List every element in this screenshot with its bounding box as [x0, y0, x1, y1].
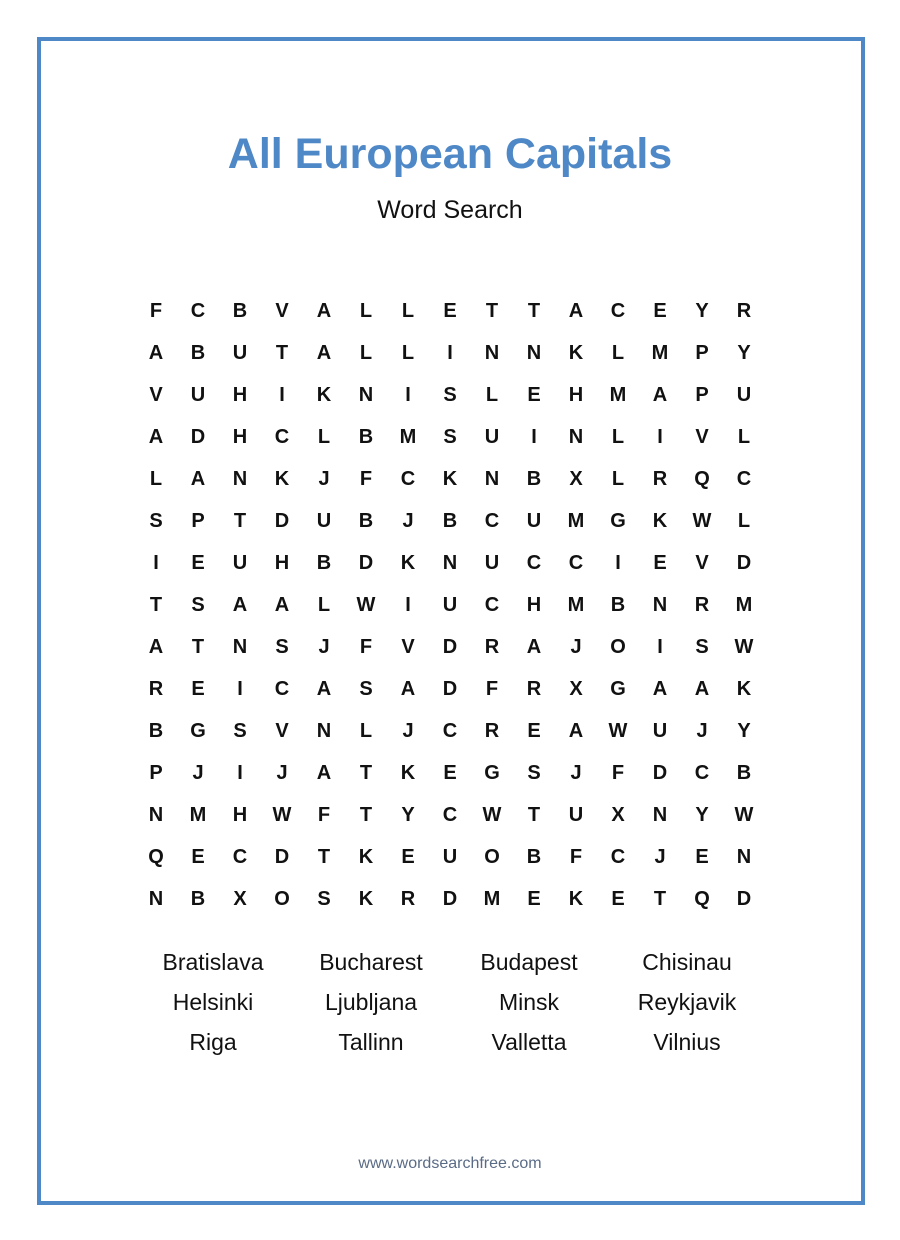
- grid-letter: D: [442, 678, 458, 700]
- grid-row: [135, 584, 765, 626]
- grid-letter: T: [485, 300, 499, 322]
- word-list-item: Helsinki: [172, 989, 254, 1015]
- grid-letter: X: [233, 888, 247, 910]
- grid-row: [135, 500, 765, 542]
- grid-letter: E: [401, 846, 415, 868]
- grid-letter: U: [190, 384, 206, 406]
- grid-letter: U: [232, 552, 248, 574]
- grid-letter: I: [657, 426, 663, 448]
- grid-letter: K: [358, 888, 374, 910]
- grid-letter: D: [736, 552, 752, 574]
- grid-letter: F: [359, 468, 373, 490]
- grid-letter: L: [401, 342, 415, 364]
- grid-letter: T: [275, 342, 289, 364]
- grid-letter: I: [279, 384, 285, 406]
- grid-letter: A: [652, 384, 668, 406]
- grid-letter: H: [232, 384, 248, 406]
- grid-letter: I: [237, 678, 243, 700]
- footer-website: www.wordsearchfree.com: [358, 1155, 542, 1172]
- grid-letter: A: [568, 300, 584, 322]
- word-list-item: Valletta: [491, 1029, 567, 1055]
- grid-letter: B: [358, 426, 374, 448]
- grid-letter: B: [190, 342, 206, 364]
- grid-letter: W: [734, 804, 754, 826]
- grid-letter: N: [484, 468, 500, 490]
- grid-letter: V: [695, 552, 709, 574]
- grid-letter: P: [149, 762, 163, 784]
- grid-letter: D: [652, 762, 668, 784]
- grid-letter: C: [526, 552, 542, 574]
- grid-letter: M: [567, 510, 585, 532]
- grid-letter: A: [316, 300, 332, 322]
- grid-letter: K: [400, 762, 416, 784]
- grid-letter: L: [611, 468, 625, 490]
- grid-letter: M: [483, 888, 501, 910]
- grid-letter: B: [358, 510, 374, 532]
- grid-letter: A: [148, 636, 164, 658]
- grid-letter: W: [356, 594, 376, 616]
- grid-letter: C: [736, 468, 752, 490]
- grid-letter: J: [192, 762, 204, 784]
- grid-letter: P: [695, 342, 709, 364]
- page-title: All European Capitals: [227, 130, 673, 178]
- grid-letter: J: [276, 762, 288, 784]
- grid-letter: L: [317, 426, 331, 448]
- grid-letter: W: [482, 804, 502, 826]
- grid-letter: Q: [694, 888, 710, 910]
- grid-letter: T: [527, 804, 541, 826]
- grid-letter: U: [442, 594, 458, 616]
- grid-letter: R: [652, 468, 668, 490]
- grid-letter: C: [232, 846, 248, 868]
- grid-letter: C: [190, 300, 206, 322]
- grid-letter: E: [527, 384, 541, 406]
- word-list-item: Budapest: [480, 949, 578, 975]
- word-list-item: Reykjavik: [637, 989, 737, 1015]
- grid-letter: A: [316, 762, 332, 784]
- grid-letter: H: [274, 552, 290, 574]
- grid-letter: I: [657, 636, 663, 658]
- grid-letter: N: [232, 468, 248, 490]
- grid-letter: T: [359, 804, 373, 826]
- grid-letter: B: [316, 552, 332, 574]
- grid-letter: E: [527, 888, 541, 910]
- word-list-item: Tallinn: [338, 1029, 404, 1055]
- grid-row: [135, 290, 765, 332]
- grid-letter: X: [569, 678, 583, 700]
- grid-letter: L: [611, 342, 625, 364]
- grid-letter: C: [274, 678, 290, 700]
- grid-letter: M: [189, 804, 207, 826]
- grid-letter: B: [232, 300, 248, 322]
- grid-letter: V: [149, 384, 163, 406]
- grid-letter: A: [568, 720, 584, 742]
- grid-letter: I: [405, 594, 411, 616]
- grid-letter: M: [651, 342, 669, 364]
- grid-letter: N: [232, 636, 248, 658]
- grid-letter: S: [527, 762, 541, 784]
- grid-letter: F: [317, 804, 331, 826]
- grid-letter: E: [191, 678, 205, 700]
- grid-letter: W: [734, 636, 754, 658]
- grid-letter: N: [358, 384, 374, 406]
- grid-letter: P: [191, 510, 205, 532]
- grid-letter: B: [736, 762, 752, 784]
- grid-letter: S: [191, 594, 205, 616]
- grid-letter: B: [610, 594, 626, 616]
- grid-letter: M: [399, 426, 417, 448]
- grid-letter: K: [274, 468, 290, 490]
- grid-letter: R: [148, 678, 164, 700]
- grid-letter: T: [317, 846, 331, 868]
- grid-letter: E: [695, 846, 709, 868]
- grid-letter: K: [736, 678, 752, 700]
- grid-letter: G: [190, 720, 206, 742]
- grid-letter: C: [400, 468, 416, 490]
- grid-letter: W: [608, 720, 628, 742]
- grid-letter: L: [359, 720, 373, 742]
- grid-letter: E: [527, 720, 541, 742]
- grid-letter: N: [148, 804, 164, 826]
- grid-letter: R: [694, 594, 710, 616]
- grid-letter: M: [735, 594, 753, 616]
- grid-letter: M: [567, 594, 585, 616]
- grid-row: [135, 374, 765, 416]
- grid-letter: L: [317, 594, 331, 616]
- grid-letter: T: [191, 636, 205, 658]
- grid-letter: S: [695, 636, 709, 658]
- grid-letter: O: [484, 846, 500, 868]
- grid-row: [135, 710, 765, 752]
- grid-letter: A: [190, 468, 206, 490]
- grid-letter: A: [316, 342, 332, 364]
- grid-letter: A: [232, 594, 248, 616]
- grid-letter: A: [316, 678, 332, 700]
- grid-letter: E: [443, 300, 457, 322]
- grid-letter: A: [400, 678, 416, 700]
- word-list-item: Chisinau: [642, 949, 732, 975]
- grid-letter: B: [190, 888, 206, 910]
- grid-letter: R: [736, 300, 752, 322]
- grid-letter: X: [611, 804, 625, 826]
- grid-letter: K: [400, 552, 416, 574]
- grid-letter: S: [317, 888, 331, 910]
- grid-letter: L: [611, 426, 625, 448]
- grid-letter: I: [153, 552, 159, 574]
- grid-letter: A: [694, 678, 710, 700]
- word-list-item: Bratislava: [162, 949, 264, 975]
- grid-letter: F: [149, 300, 163, 322]
- grid-letter: G: [610, 678, 626, 700]
- grid-letter: N: [148, 888, 164, 910]
- grid-letter: F: [569, 846, 583, 868]
- grid-letter: G: [610, 510, 626, 532]
- grid-letter: A: [652, 678, 668, 700]
- grid-letter: A: [274, 594, 290, 616]
- grid-letter: T: [359, 762, 373, 784]
- grid-letter: B: [442, 510, 458, 532]
- grid-letter: C: [568, 552, 584, 574]
- grid-letter: H: [232, 426, 248, 448]
- grid-letter: C: [610, 846, 626, 868]
- grid-letter: K: [316, 384, 332, 406]
- grid-letter: J: [696, 720, 708, 742]
- letter-grid: [135, 290, 765, 920]
- grid-letter: K: [442, 468, 458, 490]
- grid-letter: N: [652, 804, 668, 826]
- grid-letter: C: [484, 510, 500, 532]
- grid-row: [135, 416, 765, 458]
- grid-letter: Q: [148, 846, 164, 868]
- grid-letter: T: [527, 300, 541, 322]
- grid-letter: B: [526, 846, 542, 868]
- grid-letter: E: [443, 762, 457, 784]
- grid-letter: H: [526, 594, 542, 616]
- grid-letter: V: [401, 636, 415, 658]
- grid-letter: C: [442, 804, 458, 826]
- grid-letter: C: [610, 300, 626, 322]
- grid-letter: N: [442, 552, 458, 574]
- grid-letter: O: [610, 636, 626, 658]
- grid-letter: M: [609, 384, 627, 406]
- grid-letter: D: [274, 846, 290, 868]
- grid-row: [135, 626, 765, 668]
- grid-letter: I: [615, 552, 621, 574]
- grid-letter: L: [359, 342, 373, 364]
- grid-letter: J: [318, 636, 330, 658]
- grid-row: [135, 836, 765, 878]
- grid-letter: S: [443, 426, 457, 448]
- grid-row: [135, 878, 765, 920]
- grid-letter: E: [191, 846, 205, 868]
- grid-letter: D: [358, 552, 374, 574]
- grid-letter: U: [316, 510, 332, 532]
- grid-letter: S: [275, 636, 289, 658]
- page-subtitle: Word Search: [377, 196, 523, 224]
- grid-letter: E: [191, 552, 205, 574]
- grid-letter: F: [485, 678, 499, 700]
- grid-letter: F: [611, 762, 625, 784]
- grid-letter: U: [484, 426, 500, 448]
- grid-letter: Y: [695, 300, 709, 322]
- grid-letter: P: [695, 384, 709, 406]
- grid-letter: H: [568, 384, 584, 406]
- grid-letter: E: [653, 300, 667, 322]
- grid-letter: Y: [737, 342, 751, 364]
- grid-letter: R: [526, 678, 542, 700]
- grid-letter: N: [568, 426, 584, 448]
- grid-letter: T: [149, 594, 163, 616]
- grid-letter: V: [275, 300, 289, 322]
- grid-letter: Y: [737, 720, 751, 742]
- grid-letter: J: [570, 636, 582, 658]
- grid-letter: S: [233, 720, 247, 742]
- grid-letter: N: [484, 342, 500, 364]
- grid-letter: C: [694, 762, 710, 784]
- grid-letter: K: [652, 510, 668, 532]
- grid-row: [135, 752, 765, 794]
- grid-row: [135, 668, 765, 710]
- grid-letter: E: [653, 552, 667, 574]
- grid-letter: S: [359, 678, 373, 700]
- grid-letter: I: [531, 426, 537, 448]
- grid-letter: S: [443, 384, 457, 406]
- grid-letter: D: [442, 888, 458, 910]
- grid-letter: D: [736, 888, 752, 910]
- word-list-item: Bucharest: [319, 949, 423, 975]
- grid-letter: V: [275, 720, 289, 742]
- grid-letter: K: [568, 342, 584, 364]
- grid-letter: L: [149, 468, 163, 490]
- grid-row: [135, 332, 765, 374]
- word-list-item: Minsk: [498, 989, 560, 1015]
- grid-letter: W: [272, 804, 292, 826]
- grid-letter: R: [484, 720, 500, 742]
- grid-letter: K: [358, 846, 374, 868]
- grid-letter: J: [654, 846, 666, 868]
- grid-letter: T: [233, 510, 247, 532]
- grid-letter: A: [148, 426, 164, 448]
- word-list-item: Ljubljana: [324, 989, 418, 1015]
- grid-letter: X: [569, 468, 583, 490]
- grid-letter: J: [402, 510, 414, 532]
- grid-letter: N: [736, 846, 752, 868]
- grid-letter: L: [401, 300, 415, 322]
- grid-letter: C: [442, 720, 458, 742]
- grid-row: [135, 542, 765, 584]
- grid-letter: U: [442, 846, 458, 868]
- grid-letter: L: [737, 510, 751, 532]
- grid-letter: F: [359, 636, 373, 658]
- grid-letter: I: [447, 342, 453, 364]
- grid-letter: L: [359, 300, 373, 322]
- grid-letter: L: [485, 384, 499, 406]
- grid-letter: S: [149, 510, 163, 532]
- grid-letter: B: [526, 468, 542, 490]
- grid-letter: J: [402, 720, 414, 742]
- grid-row: [135, 458, 765, 500]
- grid-letter: H: [232, 804, 248, 826]
- grid-letter: Y: [401, 804, 415, 826]
- grid-letter: D: [190, 426, 206, 448]
- grid-letter: N: [316, 720, 332, 742]
- grid-letter: C: [274, 426, 290, 448]
- grid-letter: J: [318, 468, 330, 490]
- grid-letter: U: [568, 804, 584, 826]
- grid-letter: I: [237, 762, 243, 784]
- grid-letter: V: [695, 426, 709, 448]
- grid-letter: Q: [694, 468, 710, 490]
- word-list: [135, 942, 765, 1062]
- grid-letter: N: [526, 342, 542, 364]
- grid-letter: A: [148, 342, 164, 364]
- grid-letter: C: [484, 594, 500, 616]
- grid-letter: N: [652, 594, 668, 616]
- grid-letter: A: [526, 636, 542, 658]
- word-list-item: Riga: [189, 1029, 237, 1055]
- grid-letter: Y: [695, 804, 709, 826]
- grid-letter: U: [736, 384, 752, 406]
- grid-letter: E: [611, 888, 625, 910]
- grid-row: [135, 794, 765, 836]
- grid-letter: K: [568, 888, 584, 910]
- grid-letter: J: [570, 762, 582, 784]
- grid-letter: T: [653, 888, 667, 910]
- grid-letter: D: [274, 510, 290, 532]
- grid-letter: G: [484, 762, 500, 784]
- grid-letter: U: [232, 342, 248, 364]
- grid-letter: O: [274, 888, 290, 910]
- grid-letter: L: [737, 426, 751, 448]
- grid-letter: D: [442, 636, 458, 658]
- grid-letter: R: [484, 636, 500, 658]
- grid-letter: R: [400, 888, 416, 910]
- grid-letter: U: [484, 552, 500, 574]
- grid-letter: B: [148, 720, 164, 742]
- grid-letter: I: [405, 384, 411, 406]
- grid-letter: U: [652, 720, 668, 742]
- grid-letter: W: [692, 510, 712, 532]
- grid-letter: U: [526, 510, 542, 532]
- word-list-item: Vilnius: [653, 1029, 721, 1055]
